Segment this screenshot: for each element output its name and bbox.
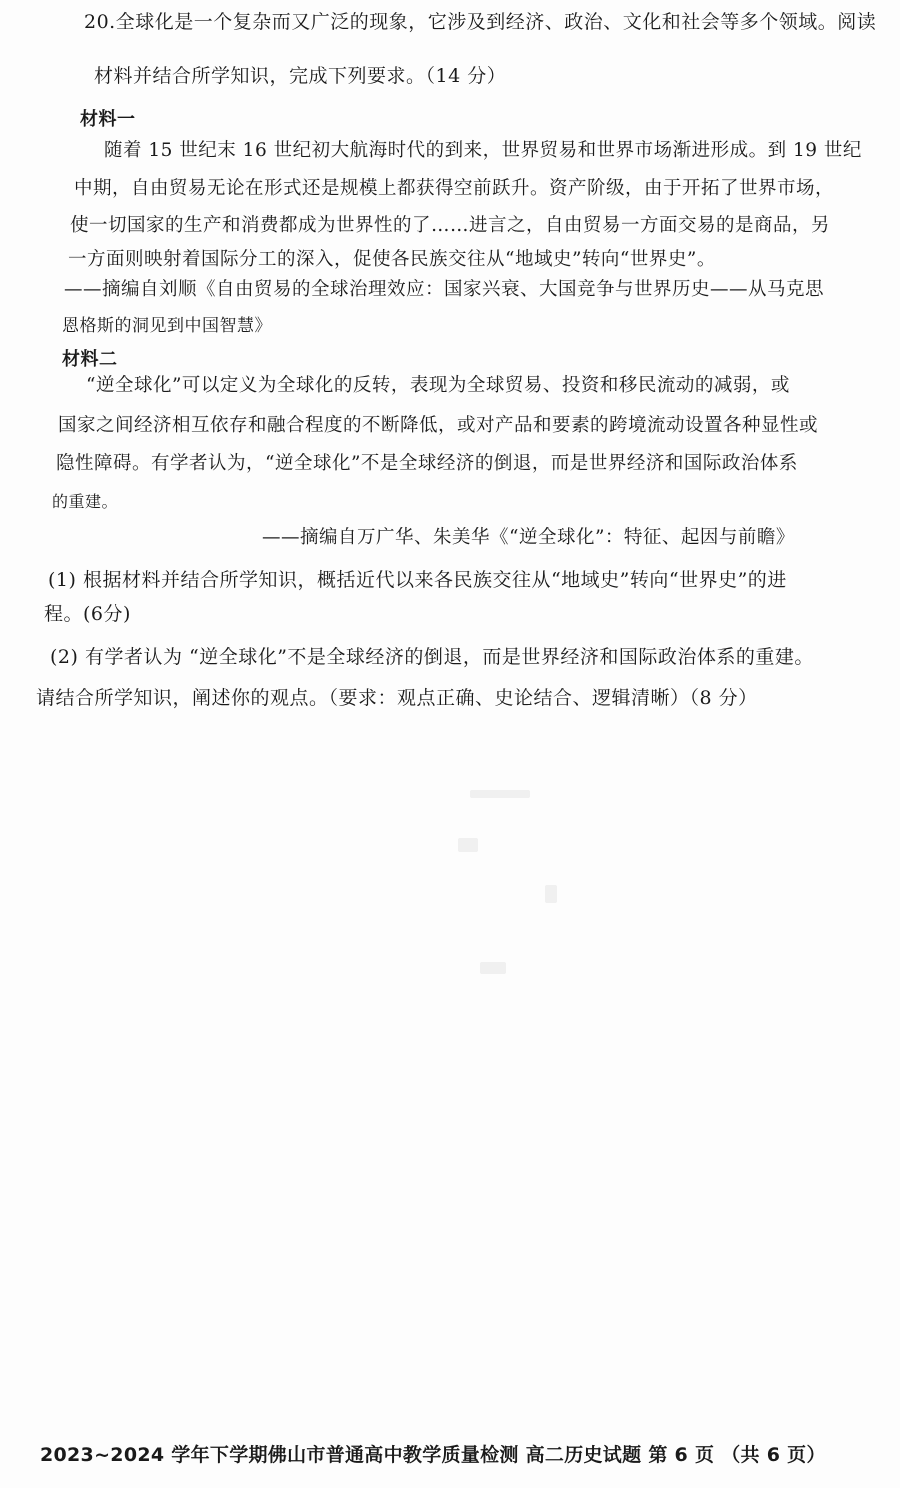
material1-line2: 中期，自由贸易无论在形式还是规模上都获得空前跃升。资产阶级，由于开拓了世界市场， bbox=[74, 178, 835, 199]
sub-question2-line1: (2) 有学者认为 “逆全球化”不是全球经济的倒退，而是世界经济和国际政治体系的重建。 bbox=[50, 646, 814, 668]
sub-question1-line1: (1) 根据材料并结合所学知识，概括近代以来各民族交往从“地域史”转向“世界史”的进 bbox=[48, 569, 787, 591]
material2-source: ——摘编自万广华、朱美华《“逆全球化”：特征、起因与前瞻》 bbox=[262, 527, 795, 548]
material2-line3: 隐性障碍。有学者认为，“逆全球化”不是全球经济的倒退，而是世界经济和国际政治体系 bbox=[56, 453, 798, 474]
material1-source-line2: 恩格斯的洞见到中国智慧》 bbox=[62, 316, 272, 336]
scan-artifact bbox=[458, 838, 478, 852]
material2-line1: “逆全球化”可以定义为全球化的反转，表现为全球贸易、投资和移民流动的减弱，或 bbox=[86, 375, 790, 396]
question-intro-line1: 20.全球化是一个复杂而又广泛的现象，它涉及到经济、政治、文化和社会等多个领域。阅读 bbox=[84, 11, 877, 33]
material1-source-line1: ——摘编自刘顺《自由贸易的全球治理效应：国家兴衰、大国竞争与世界历史——从马克思 bbox=[64, 279, 825, 300]
scan-artifact bbox=[470, 790, 530, 798]
material2-label: 材料二 bbox=[62, 349, 118, 370]
page-footer: 2023~2024 学年下学期佛山市普通高中教学质量检测 高二历史试题 第 6 页 （共 6 页） bbox=[40, 1444, 826, 1466]
material2-line2: 国家之间经济相互依存和融合程度的不断降低，或对产品和要素的跨境流动设置各种显性或 bbox=[58, 415, 819, 436]
scan-artifact bbox=[545, 885, 557, 903]
sub-question1-line2: 程。(6分) bbox=[44, 603, 131, 625]
material2-line4: 的重建。 bbox=[52, 492, 119, 511]
material1-line3: 使一切国家的生产和消费都成为世界性的了……进言之，自由贸易一方面交易的是商品，另 bbox=[70, 215, 831, 236]
material1-line4: 一方面则映射着国际分工的深入，促使各民族交往从“地域史”转向“世界史”。 bbox=[68, 249, 716, 270]
question-intro-line2: 材料并结合所学知识，完成下列要求。（14 分） bbox=[94, 65, 507, 87]
material1-label: 材料一 bbox=[80, 109, 136, 130]
scan-artifact bbox=[480, 962, 506, 974]
material1-line1: 随着 15 世纪末 16 世纪初大航海时代的到来，世界贸易和世界市场渐进形成。到 19 世纪 bbox=[104, 140, 862, 161]
sub-question2-line2: 请结合所学知识，阐述你的观点。（要求：观点正确、史论结合、逻辑清晰）（8 分） bbox=[36, 687, 758, 709]
